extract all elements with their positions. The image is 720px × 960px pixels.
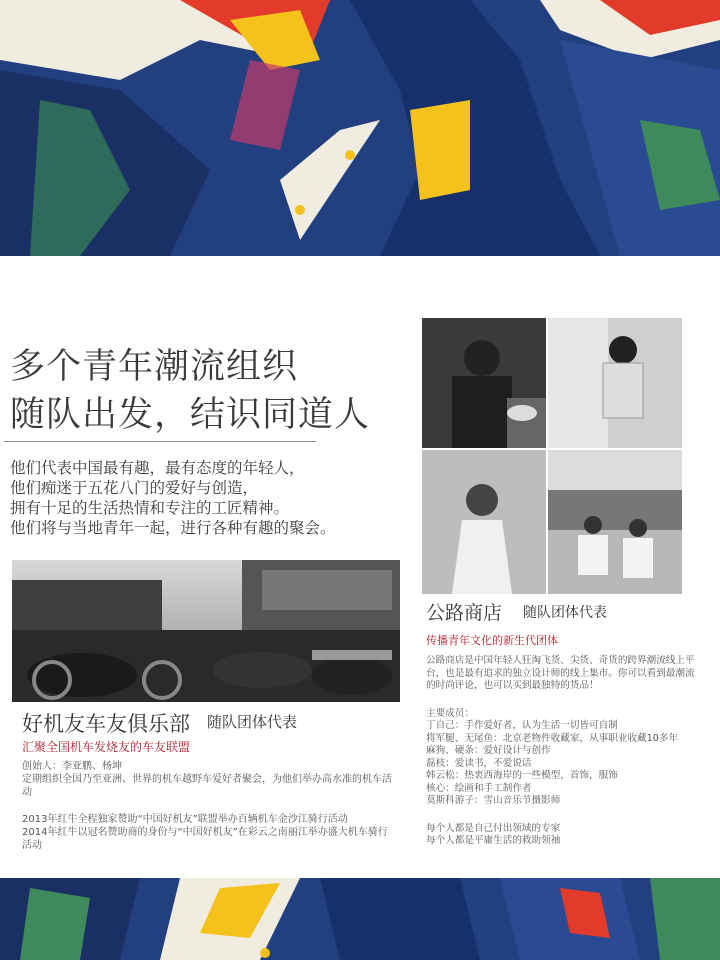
member-photo-1: [422, 318, 546, 448]
shop-closing-2: 每个人都是平庸生活的救助领袖: [426, 835, 561, 846]
bottom-art-banner: [0, 878, 720, 960]
motorcycle-club-photo: [12, 560, 400, 702]
shop-member: 核心：绘画和手工制作者: [426, 782, 532, 794]
intro-line: 他们将与当地青年一起，进行各种有趣的聚会。: [10, 519, 336, 537]
headline: [10, 343, 370, 439]
shop-description: 公路商店是中国年轻人狂淘飞货、尖货、奇货的跨界潮流线上平台，也是最有追求的独立设计师的线上集市。你可以看到最潮流的时尚评论，也可以买到最独特的货品！: [426, 655, 695, 691]
intro-line: 拥有十足的生活热情和专注的工匠精神。: [10, 499, 290, 517]
shop-member: 磊枝：爱读书，不爱说话: [426, 757, 532, 769]
member-photo-3: [422, 450, 546, 594]
club-name: 好机友车友俱乐部: [22, 712, 190, 736]
shop-closing-1: 每个人都是自己付出领域的专家: [426, 822, 561, 834]
intro-line: 他们代表中国最有趣，最有态度的年轻人，: [10, 459, 305, 477]
shop-body: [426, 655, 700, 848]
club-history-1: 2013年红牛全程独家赞助“中国好机友”联盟举办百辆机车金沙江骑行活动: [22, 814, 348, 825]
club-tag: 随队团体代表: [207, 713, 298, 731]
member-photo-4: [548, 450, 682, 594]
shop-members-label: 主要成员：: [426, 707, 474, 719]
club-description: 定期组织全国乃至亚洲、世界的机车越野车爱好者聚会，为他们举办高水准的机车活动: [22, 774, 392, 798]
shop-member: 将军腿、无尾鱼：北京老物件收藏家，从事职业收藏10多年: [426, 732, 679, 744]
shop-member: 丁自己：手作爱好者，认为生活一切皆可自制: [426, 720, 618, 731]
intro-paragraph: [10, 458, 336, 538]
shop-member: 麻狗、硬条：爱好设计与创作: [426, 745, 551, 756]
club-subtitle: 汇聚全国机车发烧友的车友联盟: [22, 740, 191, 754]
club-body: [22, 760, 392, 852]
member-photo-2: [548, 318, 682, 448]
intro-line: 他们痴迷于五花八门的爱好与创造，: [10, 479, 259, 497]
headline-divider: [4, 441, 316, 442]
shop-member: 韩云松：热衷西海岸的一些模型，首饰，服饰: [426, 770, 618, 781]
shop-member: 莫斯科游子：雪山音乐节摄影师: [426, 795, 561, 806]
headline-line-1: 多个青年潮流组织: [10, 347, 299, 387]
shop-tag: 随队团体代表: [523, 605, 607, 621]
shop-subtitle: 传播青年文化的新生代团体: [426, 634, 558, 647]
shop-name: 公路商店: [426, 602, 503, 624]
club-founders: 创始人：李亚鹏、杨坤: [22, 761, 122, 772]
club-history-2: 2014年红牛以冠名赞助商的身份与“中国好机友”在彩云之南丽江举办盛大机车骑行活动: [22, 827, 388, 851]
headline-line-2: 随队出发，结识同道人: [10, 395, 371, 435]
top-art-banner: [0, 0, 720, 256]
